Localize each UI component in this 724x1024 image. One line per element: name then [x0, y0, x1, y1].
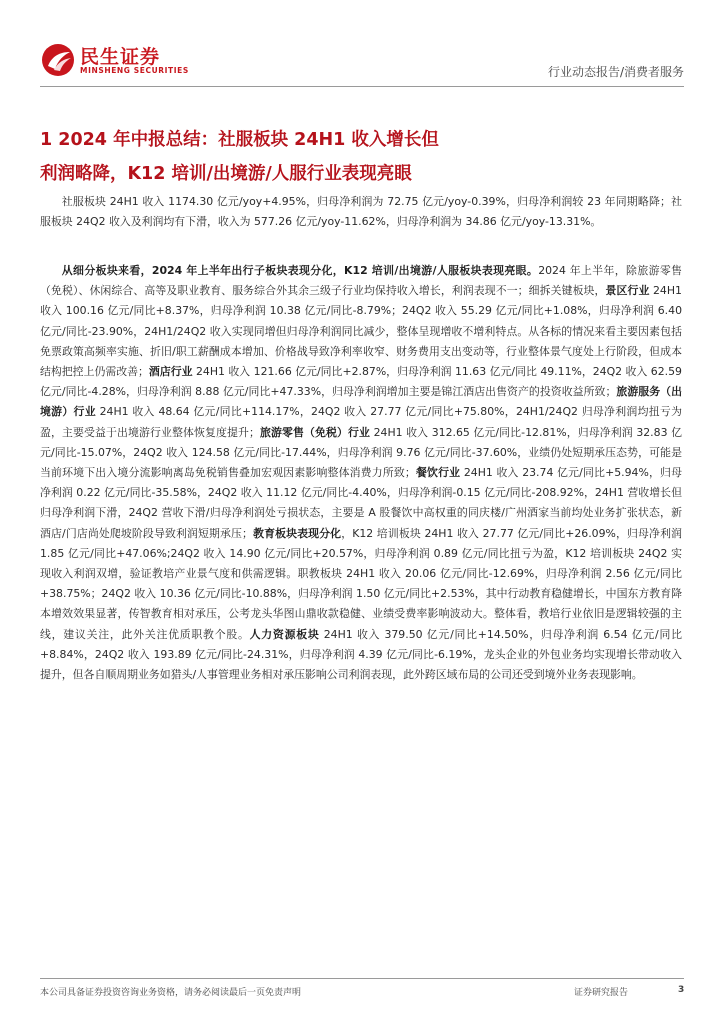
- lead-sentence: 从细分板块来看，2024 年上半年出行子板块表现分化，K12 培训/出境游/人服板块表现亮眼。: [61, 264, 539, 277]
- footer-divider: [40, 978, 684, 979]
- keyword-duty-free: 旅游零售（免税）行业: [259, 425, 371, 439]
- keyword-education: 教育板块表现分化: [252, 526, 342, 540]
- footer-disclaimer: 本公司具备证券投资咨询业务资格，请务必阅读最后一页免责声明: [40, 988, 302, 998]
- paragraph-segments: [40, 261, 682, 685]
- page-number: 3: [678, 985, 685, 995]
- keyword-hr: 人力资源板块: [249, 627, 320, 641]
- logo-text-cn: 民生证券: [80, 46, 161, 68]
- page-header: [40, 36, 684, 86]
- paragraph-overview: 社服板块 24H1 收入 1174.30 亿元/yoy+4.95%，归母净利润为 72.75 亿元/yoy-0.39%，归母净利润较 23 年同期略降；社服板块 24Q2 收入及利润均有下滑，收入为 577.26 亿元/yoy-11.62%，归母净利润为 34.86 亿元/yoy-13.31%。: [40, 195, 682, 229]
- keyword-hotel: 酒店行业: [148, 365, 193, 379]
- text-run: 24H1 收入 100.16 亿元/同比+8.37%，归母净利润 10.38 亿元/同比-8.79%；24Q2 收入 55.29 亿元/同比+1.08%，归母净利润 6.40 亿元/同比-23.90%，24H1/24Q2 收入实现同增但归母净利润同比减少，整体呈现增收不增利特点。从各标的情况来看主要因素包括免票政策高频率实施、折旧/职工薪酬成本增加、价格战导致净利率收窄、财务费用支出变动等，行业整体景气度处上行阶段，但成本结构把控上仍需改善；: [40, 284, 682, 379]
- text-run: 2024 年上半年，除旅游零售（免税）、休闲综合、高等及职业教育、服务综合外其余三级子行业均保持收入增长，利润表现不一；细拆关键板块，: [40, 264, 682, 298]
- minsheng-logo-icon: [40, 42, 76, 78]
- header-divider: [40, 86, 684, 87]
- text-run: 24H1 收入 121.66 亿元/同比+2.87%，归母净利润 11.63 亿元/同比 49.11%，24Q2 收入 62.59 亿元/同比-4.28%，归母净利润 8.88 亿元/同比+47.33%，归母净利润增加主要是锦江酒店出售资产的投资收益所致；: [40, 365, 682, 399]
- text-run: 24H1 收入 48.64 亿元/同比+114.17%，24Q2 收入 27.77 亿元/同比+75.80%，24H1/24Q2 归母净利润均扭亏为盈，主要受益于出境游行业整体恢复度提升；: [40, 405, 682, 439]
- section-title-line-1: 1 2024 年中报总结：社服板块 24H1 收入增长但: [40, 130, 439, 150]
- keyword-outbound-travel: 旅游服务（出境游）行业: [40, 385, 682, 419]
- section-title: [40, 123, 690, 191]
- report-type-label: 行业动态报告/消费者服务: [547, 65, 684, 79]
- footer-report-label: 证券研究报告: [574, 988, 629, 998]
- keyword-scenic: 景区行业: [605, 284, 650, 298]
- keyword-catering: 餐饮行业: [415, 466, 461, 480]
- text-run: 24H1 收入 23.74 亿元/同比+5.94%，归母净利润 0.22 亿元/同比-35.58%，24Q2 收入 11.12 亿元/同比-4.40%，归母净利润-0.15 亿元/同比-208.92%，24H1 营收增长但归母净利润下滑，24Q2 营收下滑/归母净利润处亏损状态，主要是 A 股餐饮中高权重的同庆楼/广州酒家当前均处业务扩张状态，新酒店/门店尚处爬坡阶段导致利润短期承压；: [40, 466, 682, 540]
- text-run: 24H1 收入 379.50 亿元/同比+14.50%，归母净利润 6.54 亿元/同比+8.84%，24Q2 收入 193.89 亿元/同比-24.31%，归母净利润 4.39 亿元/同比-6.19%，龙头企业的外包业务均实现增长带动收入提升，但各自顺周期业务如猎头/人事管理业务相对承压影响公司利润表现，此外跨区域布局的公司还受到境外业务表现影响。: [40, 627, 682, 682]
- text-run: ，K12 培训板块 24H1 收入 27.77 亿元/同比+26.09%，归母净利润 1.85 亿元/同比+47.06%;24Q2 收入 14.90 亿元/同比+20.57%，归母净利润 0.89 亿元/同比扭亏为盈，K12 培训板块 24Q2 实现收入利润双增，验证教培产业景气度和供需逻辑。职教板块 24H1 收入 20.06 亿元/同比-12.69%，归母净利润 2.56 亿元/同比+38.75%；24Q2 收入 10.36 亿元/同比-10.88%，归母净利润 1.50 亿元/同比+2.53%，其中行动教育稳健增长，中国东方教育降本增效效果显著，传智教育相对承压，公考龙头华图山鼎收款稳健、业绩受费率影响波动大。整体看，教培行业依旧是逻辑较强的主线，建议关注，此外关注优质职教个股。: [40, 526, 682, 641]
- logo-text-en: MINSHENG SECURITIES: [80, 66, 189, 75]
- text-run: 24H1 收入 312.65 亿元/同比-12.81%，归母净利润 32.83 亿元/同比-15.07%，24Q2 收入 124.58 亿元/同比-17.44%，归母净利润 9.76 亿元/同比-37.60%，业绩仍处短期承压态势，可能是当前环境下出入境分流影响离岛免税销售叠加宏观因素影响整体消费力所致；: [40, 425, 682, 480]
- section-title-line-2: 利润略降，K12 培训/出境游/人服行业表现亮眼: [40, 164, 412, 184]
